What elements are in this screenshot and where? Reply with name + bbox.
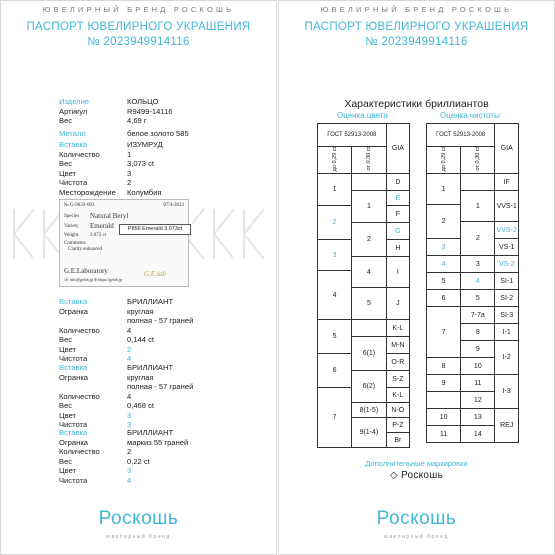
info-row: Цвет 2: [59, 344, 132, 354]
table-cell: VVS-2: [495, 222, 519, 239]
table-cell: 9(1-4): [352, 418, 387, 448]
info-row: Артикул R9499-14116: [59, 106, 173, 116]
table-cell: [352, 174, 387, 191]
brand-subtitle: ювелирный бренд: [384, 534, 449, 540]
info-row: Металл белое золото 585: [59, 128, 189, 138]
table-cell: 2: [427, 205, 461, 239]
table-cell: 8: [427, 358, 461, 375]
table-cell: J: [386, 288, 409, 320]
table-cell: K-L: [386, 388, 409, 403]
sub-header: от 0,30 ct: [352, 147, 387, 174]
gia-header: GIA: [495, 124, 519, 174]
table-cell: D: [386, 174, 409, 191]
table-cell: 8: [461, 324, 495, 341]
info-row: полная - 57 граней: [127, 316, 194, 325]
table-cell: SI-3: [495, 307, 519, 324]
insert-diamond-1: [59, 297, 269, 364]
table-cell: [427, 392, 461, 409]
table-cell: O-R: [386, 354, 409, 371]
info-row: Чистота 3: [59, 420, 132, 429]
passport-number: № 2023949914116: [365, 36, 468, 48]
table-cell: 2: [318, 206, 352, 240]
insert-emerald: [59, 140, 269, 197]
table-cell: VS-1: [495, 239, 519, 256]
gost-header: ГОСТ 52913-2008: [318, 124, 387, 147]
table-cell: 4: [427, 256, 461, 273]
passport-number: № 2023949914116: [87, 36, 190, 48]
info-row: Цвет 3: [59, 410, 132, 420]
info-row: Количество 1: [59, 149, 132, 159]
info-row: Вес 0,468 ct: [59, 401, 155, 410]
passport-title: ПАСПОРТ ЮВЕЛИРНОГО УКРАШЕНИЯ: [26, 21, 251, 33]
table-cell: 11: [461, 375, 495, 392]
sub-header: до 0,29 ct: [318, 147, 352, 174]
info-row: Огранка круглая: [59, 306, 154, 316]
info-row: Вес 0,22 ct: [59, 456, 150, 466]
brand-logo: Роскошь: [376, 508, 457, 529]
info-row: полная - 57 граней: [127, 382, 194, 391]
table-cell: [461, 174, 495, 191]
info-row: Количество 2: [59, 447, 132, 456]
info-row: Вставка БРИЛЛИАНТ: [59, 363, 174, 372]
table-cell: VVS-1: [495, 191, 519, 222]
info-row: Чистота 4: [59, 475, 132, 485]
info-row: Огранка маркиз 55 граней: [59, 437, 189, 447]
table-cell: N-O: [386, 403, 409, 418]
table-cell: 3: [318, 240, 352, 271]
table-cell: 6(2): [352, 371, 387, 403]
certificate-stamp: P856 Emerald 3.073ct: [119, 224, 191, 235]
table-cell: 7: [427, 307, 461, 358]
table-cell: 6: [427, 290, 461, 307]
table-cell: 1: [318, 174, 352, 206]
sub-header: от 0,30 ct: [461, 147, 495, 174]
table-cell: [352, 320, 387, 337]
info-row: Количество 4: [59, 325, 132, 335]
gem-certificate: № G-9033-003 07/4-2023 Species Natural Beryl Variety Emerald Weight 3.073 ct Comments Clarity enhanced G.E.Laboratory ☏ info@gelab.jp ⊕ https://gelab.jp G.E.lab: [59, 199, 189, 287]
brand-line: ЮВЕЛИРНЫЙ БРЕНД РОСКОШЬ: [320, 5, 513, 14]
table-cell: 13: [461, 409, 495, 426]
info-row: Огранка круглая: [59, 372, 154, 382]
table-cell: 1: [427, 174, 461, 205]
table-cell: SI-2: [495, 290, 519, 307]
table-cell: H: [386, 240, 409, 257]
table-cell: 14: [461, 426, 495, 443]
table-cell: 7-7а: [461, 307, 495, 324]
table-cell: F: [386, 206, 409, 223]
table-cell: 8(1-5): [352, 403, 387, 418]
table-cell: 4: [318, 271, 352, 320]
table-cell: 3: [461, 256, 495, 273]
table-cell: 5: [318, 320, 352, 354]
info-row: Вставка БРИЛЛИАНТ: [59, 297, 174, 306]
table-cell: 4: [461, 273, 495, 290]
info-row: Вставка БРИЛЛИАНТ: [59, 428, 174, 437]
table-cell: IF: [495, 174, 519, 191]
table-cell: 12: [461, 392, 495, 409]
table-cell: 11: [427, 426, 461, 443]
table-cell: 3: [427, 239, 461, 256]
info-row: Количество 4: [59, 391, 132, 401]
table-cell: REJ: [495, 409, 519, 443]
table-cell: I-1: [495, 324, 519, 341]
color-grade-title: Оценка цвета: [337, 111, 388, 120]
diamond-icon: ◇: [389, 470, 398, 481]
table-cell: K-L: [386, 320, 409, 337]
table-cell: 4: [352, 257, 387, 288]
info-row: Вес 3,073 ct: [59, 159, 155, 168]
info-row: Чистота 2: [59, 178, 132, 187]
table-cell: 5: [352, 288, 387, 320]
info-row: Вставка ИЗУМРУД: [59, 140, 163, 149]
table-cell: I: [386, 257, 409, 288]
info-row: Цвет 3: [59, 168, 132, 178]
table-cell: 5: [427, 273, 461, 290]
info-row: Изделие КОЛЬЦО: [59, 97, 159, 106]
gost-header: ГОСТ 52913-2008: [427, 124, 495, 147]
info-row: Цвет 3: [59, 466, 132, 475]
table-cell: G: [386, 223, 409, 240]
table-cell: 10: [461, 358, 495, 375]
table-cell: 5: [461, 290, 495, 307]
item-info: [59, 97, 269, 138]
table-cell: 7: [318, 388, 352, 448]
table-cell: P-Z: [386, 418, 409, 433]
table-cell: 2: [352, 223, 387, 257]
table-cell: I-3: [495, 375, 519, 409]
clarity-grade-table: [426, 123, 519, 443]
info-row: Вес 4,69 г: [59, 116, 147, 125]
table-cell: S-Z: [386, 371, 409, 388]
clarity-grade-title: Оценка чистоты: [440, 111, 500, 120]
additional-marks-title: Дополнительные маркировки: [365, 459, 468, 468]
table-cell: 1: [352, 191, 387, 223]
brand-line: ЮВЕЛИРНЫЙ БРЕНД РОСКОШЬ: [42, 5, 235, 14]
table-cell: 1: [461, 191, 495, 222]
insert-diamond-3: [59, 428, 269, 485]
table-cell: 10: [427, 409, 461, 426]
color-grade-table: [317, 123, 410, 448]
table-cell: E: [386, 191, 409, 206]
table-cell: 9: [461, 341, 495, 358]
table-cell: VS-2: [495, 256, 519, 273]
table-cell: 9: [427, 375, 461, 392]
small-brand-logo: ◇ Роскошь: [389, 470, 444, 481]
passport-right-page: [278, 0, 555, 555]
sub-header: до 0,29 ct: [427, 147, 461, 174]
diamond-characteristics-title: Характеристики бриллиантов: [344, 98, 489, 110]
table-cell: I-2: [495, 341, 519, 375]
table-cell: M-N: [386, 337, 409, 354]
table-cell: 6(1): [352, 337, 387, 371]
passport-title: ПАСПОРТ ЮВЕЛИРНОГО УКРАШЕНИЯ: [304, 21, 529, 33]
table-cell: Br: [386, 433, 409, 448]
passport-left-page: [0, 0, 277, 555]
brand-subtitle: ювелирный бренд: [106, 534, 171, 540]
table-cell: 6: [318, 354, 352, 388]
info-row: Чистота 4: [59, 354, 132, 363]
gia-header: GIA: [386, 124, 409, 174]
insert-diamond-2: [59, 363, 269, 430]
table-cell: 2: [461, 222, 495, 256]
brand-logo: Роскошь: [98, 508, 179, 529]
info-row: Вес 0,144 ct: [59, 335, 155, 344]
table-cell: SI-1: [495, 273, 519, 290]
info-row: Месторождение Колумбия: [59, 187, 162, 197]
